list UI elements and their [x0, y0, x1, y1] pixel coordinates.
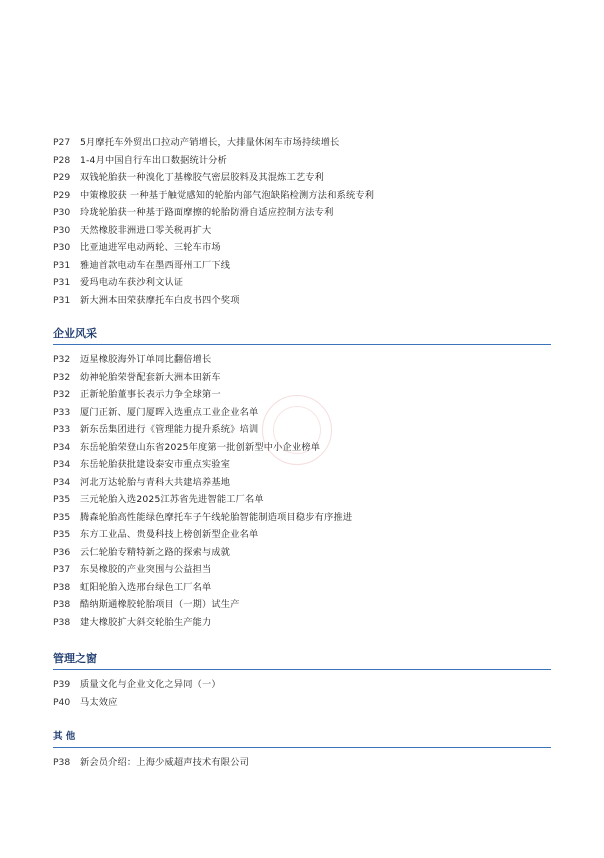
list-item[interactable]: [53, 292, 553, 310]
list-item[interactable]: [53, 694, 553, 712]
article-title: 云仁轮胎专精特新之路的探索与成就: [80, 546, 231, 558]
list-item[interactable]: [53, 222, 553, 240]
list-item[interactable]: [53, 274, 553, 292]
page-number: P38: [53, 581, 71, 593]
section-title: 企业风采: [53, 327, 97, 340]
page-number: P31: [53, 294, 71, 306]
article-title: 天然橡胶非洲进口零关税再扩大: [80, 224, 212, 236]
list-item[interactable]: [53, 754, 553, 772]
page-number: P31: [53, 259, 71, 271]
list-item[interactable]: [53, 509, 553, 527]
list-item[interactable]: [53, 579, 553, 597]
page-number: P29: [53, 189, 71, 201]
page-number: P33: [53, 424, 71, 435]
list-item[interactable]: [53, 152, 553, 170]
page-number: P33: [53, 406, 71, 418]
page-number: P37: [53, 564, 71, 575]
page-number: P34: [53, 459, 71, 470]
list-item[interactable]: [53, 204, 553, 222]
contents-list-management: [53, 676, 553, 711]
article-title: 中策橡胶获 一种基于触觉感知的轮胎内部气泡缺陷检测方法和系统专利: [80, 189, 375, 201]
list-item[interactable]: [53, 169, 553, 187]
section-title: 管理之窗: [53, 652, 97, 665]
page-number: P38: [53, 599, 71, 610]
article-title: 双钱轮胎获一种溴化丁基橡胶气密层胶料及其混炼工艺专利: [80, 172, 325, 183]
list-item[interactable]: [53, 544, 553, 562]
article-title: 爱玛电动车获沙利文认证: [80, 277, 184, 288]
page-number: P39: [53, 679, 71, 690]
article-title: 东昊橡胶的产业突围与公益担当: [80, 564, 212, 575]
contents-list-other: [53, 754, 553, 772]
list-item[interactable]: [53, 369, 553, 387]
list-item[interactable]: [53, 474, 553, 492]
page-number: P38: [53, 616, 71, 628]
contents-list-enterprise: [53, 351, 553, 631]
page-number: P36: [53, 546, 71, 558]
article-title: 建大橡胶扩大斜交轮胎生产能力: [80, 616, 212, 628]
page-number: P27: [53, 137, 71, 148]
article-title: 酷纳斯通橡胶轮胎项目（一期）试生产: [80, 599, 240, 610]
section-divider: [53, 747, 551, 748]
article-title: 马太效应: [80, 696, 118, 708]
page-number: P29: [53, 172, 71, 183]
article-title: 1-4月中国自行车出口数据统计分析: [80, 154, 228, 166]
article-title: 虹阳轮胎入选邢台绿色工厂名单: [80, 581, 212, 593]
section-header-management: [53, 651, 551, 670]
article-title: 三元轮胎入选2025江苏省先进智能工厂名单: [80, 494, 264, 505]
article-title: 质量文化与企业文化之异同（一）: [80, 679, 221, 690]
article-title: 东方工业品、贵曼科技上榜创新型企业名单: [80, 529, 259, 540]
page-number: P40: [53, 696, 71, 708]
article-title: 雅迪首款电动车在墨西哥州工厂下线: [80, 259, 231, 271]
list-item[interactable]: [53, 596, 553, 614]
page-number: P34: [53, 441, 71, 453]
page-number: P32: [53, 371, 71, 383]
list-item[interactable]: [53, 239, 553, 257]
article-title: 新大洲本田荣获摩托车白皮书四个奖项: [80, 294, 240, 306]
article-title: 新会员介绍：上海少威超声技术有限公司: [80, 757, 249, 768]
contents-list-top: [53, 134, 553, 309]
article-title: 厦门正新、厦门厦晖入选重点工业企业名单: [80, 406, 259, 418]
list-item[interactable]: [53, 491, 553, 509]
page-number: P30: [53, 242, 71, 253]
list-item[interactable]: [53, 561, 553, 579]
section-title: 其 他: [53, 731, 76, 742]
section-divider: [53, 669, 551, 670]
page-number: P30: [53, 207, 71, 218]
page-number: P32: [53, 389, 71, 400]
page-number: P30: [53, 224, 71, 236]
article-title: 玲珑轮胎获一种基于路面摩擦的轮胎防滑自适应控制方法专利: [80, 207, 334, 218]
article-title: 比亚迪进军电动两轮、三轮车市场: [80, 242, 221, 253]
list-item[interactable]: [53, 351, 553, 369]
section-header-enterprise: [53, 326, 551, 345]
list-item[interactable]: [53, 187, 553, 205]
page-number: P32: [53, 354, 71, 365]
page-number: P34: [53, 476, 71, 488]
list-item[interactable]: [53, 614, 553, 632]
section-divider: [53, 344, 551, 345]
article-title: 东岳轮胎荣登山东省2025年度第一批创新型中小企业榜单: [80, 441, 321, 453]
list-item[interactable]: [53, 676, 553, 694]
list-item[interactable]: [53, 257, 553, 275]
page-number: P35: [53, 529, 71, 540]
list-item[interactable]: [53, 134, 553, 152]
page-number: P38: [53, 757, 71, 768]
page-number: P31: [53, 277, 71, 288]
page-number: P28: [53, 154, 71, 166]
watermark-stamp-icon: [262, 395, 332, 465]
article-title: 河北万达轮胎与青科大共建培养基地: [80, 476, 231, 488]
article-title: 新东岳集团进行《管理能力提升系统》培训: [80, 424, 259, 435]
article-title: 正新轮胎董事长表示力争全球第一: [80, 389, 221, 400]
page-number: P35: [53, 494, 71, 505]
section-header-other: [53, 729, 551, 748]
article-title: 腾森轮胎高性能绿色摩托车子午线轮胎智能制造项目稳步有序推进: [80, 511, 353, 523]
article-title: 东岳轮胎获批建设泰安市重点实验室: [80, 459, 231, 470]
page-number: P35: [53, 511, 71, 523]
article-title: 5月摩托车外贸出口拉动产销增长，大排量休闲车市场持续增长: [80, 137, 340, 148]
article-title: 幼神轮胎荣誉配套新大洲本田新车: [80, 371, 221, 383]
list-item[interactable]: [53, 526, 553, 544]
article-title: 迈星橡胶海外订单同比翻倍增长: [80, 354, 212, 365]
